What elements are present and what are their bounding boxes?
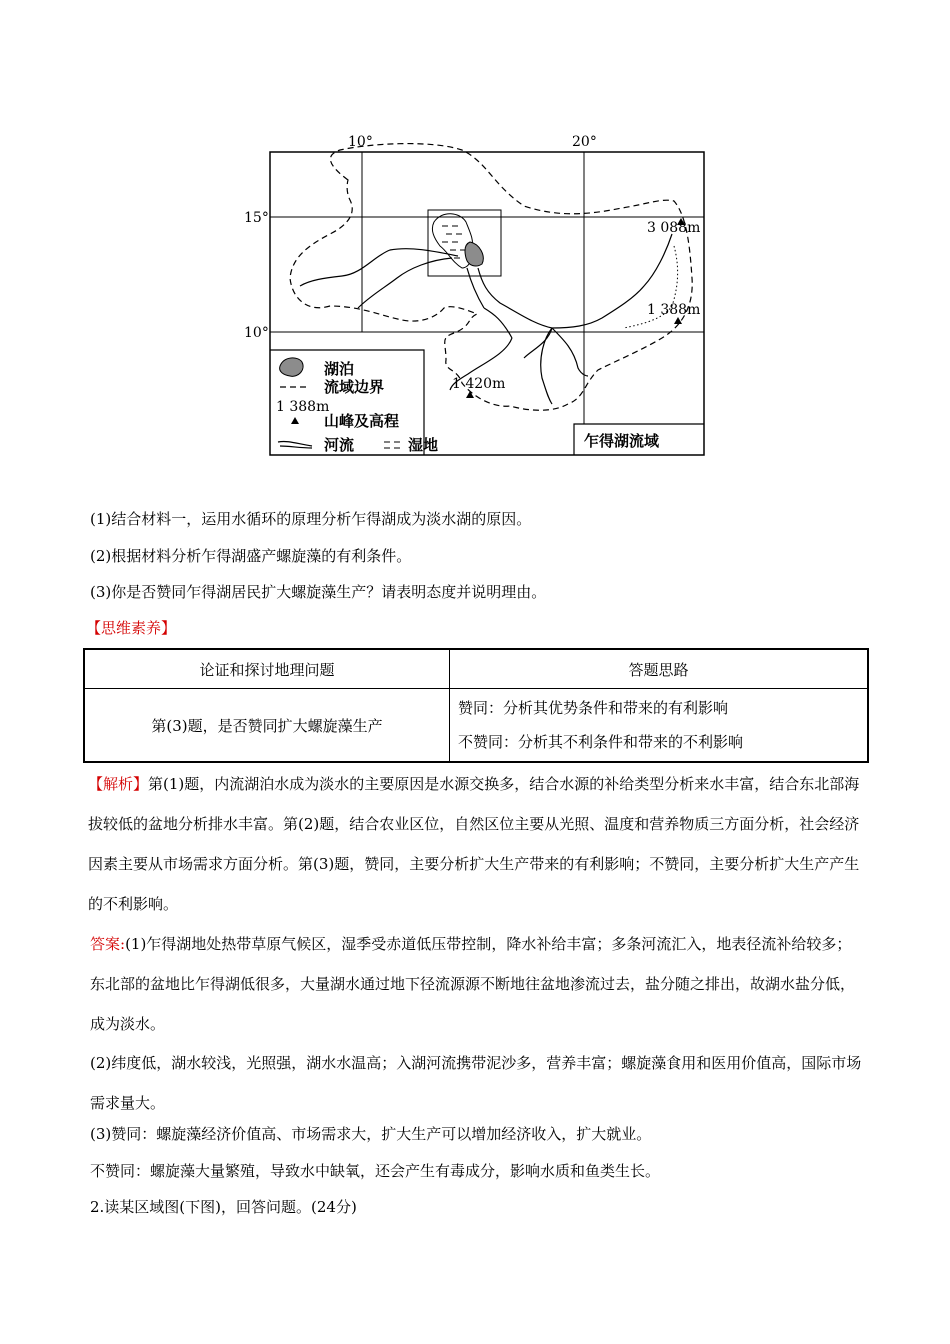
- label-peak-1388: 1 388m: [647, 302, 701, 318]
- peak-1388-marker: [674, 317, 682, 324]
- answer-3b: 不赞同：螺旋藻大量繁殖，导致水中缺氧，还会产生有毒成分，影响水质和鱼类生长。: [90, 1162, 661, 1180]
- answer-label: 答案:: [90, 935, 126, 953]
- map-box-title: 乍得湖流域: [584, 432, 660, 450]
- table-header-right: 答题思路: [450, 649, 869, 689]
- label-lat-10: 10°: [244, 325, 269, 341]
- chad-basin-map: [244, 128, 712, 460]
- analysis-label: 【解析】: [88, 775, 149, 793]
- answer-1-text: (1)乍得湖地处热带草原气候区，湿季受赤道低压带控制，降水补给丰富；多条河流汇入，地表径流补给较多；东北部的盆地比乍得湖低很多，大量湖水通过地下径流源源不断地往盆地渗流过去，盐分随之排出，故湖水盐分低，成为淡水。: [90, 935, 856, 1033]
- label-peak-1420: 1 420m: [452, 376, 506, 392]
- question-1: (1)结合材料一，运用水循环的原理分析乍得湖成为淡水湖的原因。: [90, 510, 532, 528]
- analysis-text: 第(1)题，内流湖泊水成为淡水的主要原因是水源交换多，结合水源的补给类型分析来水丰富，结合东北部海拔较低的盆地分析排水丰富。第(2)题，结合农业区位，自然区位主要从光照、温度和营养物质三方面分析，社会经济因素主要从市场需求方面分析。第(3)题，赞同，主要分析扩大生产带来的有利影响；不赞同，主要分析扩大生产产生的不利影响。: [88, 775, 860, 913]
- label-lon-20: 20°: [572, 134, 597, 150]
- map-frame: [270, 152, 704, 455]
- lake-water: [465, 242, 483, 266]
- table-row-right-1: 赞同：分析其优势条件和带来的有利影响: [458, 699, 729, 717]
- legend-lake-icon: [280, 358, 303, 376]
- question-2: (2)根据材料分析乍得湖盛产螺旋藻的有利条件。: [90, 547, 412, 565]
- next-question: 2.读某区域图(下图)，回答问题。(24分): [90, 1198, 357, 1216]
- label-peak-3088: 3 088m: [647, 220, 701, 236]
- legend-wetland-icon: [384, 442, 400, 448]
- legend-lake-label: 湖泊: [324, 360, 355, 378]
- legend-river-label: 河流: [324, 436, 355, 454]
- table-header-left: 论证和探讨地理问题: [84, 649, 450, 689]
- table-row-right-2: 不赞同：分析其不利条件和带来的不利影响: [458, 733, 744, 751]
- peak-1420-marker: [466, 391, 474, 398]
- answer-3: (3)赞同：螺旋藻经济价值高、市场需求大，扩大生产可以增加经济收入，扩大就业。: [90, 1125, 652, 1143]
- thinking-table: [83, 648, 869, 763]
- legend-peak-label: 山峰及高程: [324, 412, 400, 430]
- legend-boundary-label: 流域边界: [324, 378, 385, 396]
- analysis-paragraph: [88, 764, 866, 924]
- legend-peak-icon: [291, 417, 299, 424]
- section-title: 【思维素养】: [86, 619, 177, 637]
- answer-1: [90, 924, 866, 1044]
- label-lat-15: 15°: [244, 210, 269, 226]
- label-lon-10: 10°: [348, 134, 373, 150]
- answer-2: (2)纬度低，湖水较浅，光照强，湖水水温高；入湖河流携带泥沙多，营养丰富；螺旋藻食用和医用价值高，国际市场需求量大。: [90, 1054, 862, 1112]
- question-3: (3)你是否赞同乍得湖居民扩大螺旋藻生产？请表明态度并说明理由。: [90, 583, 547, 601]
- legend-river-icon: [278, 441, 312, 448]
- table-row-right: [450, 689, 869, 763]
- legend-wetland-label: 湿地: [408, 436, 439, 454]
- table-row-left: 第(3)题，是否赞同扩大螺旋藻生产: [84, 689, 450, 763]
- legend-peak-sample: 1 388m: [276, 399, 330, 415]
